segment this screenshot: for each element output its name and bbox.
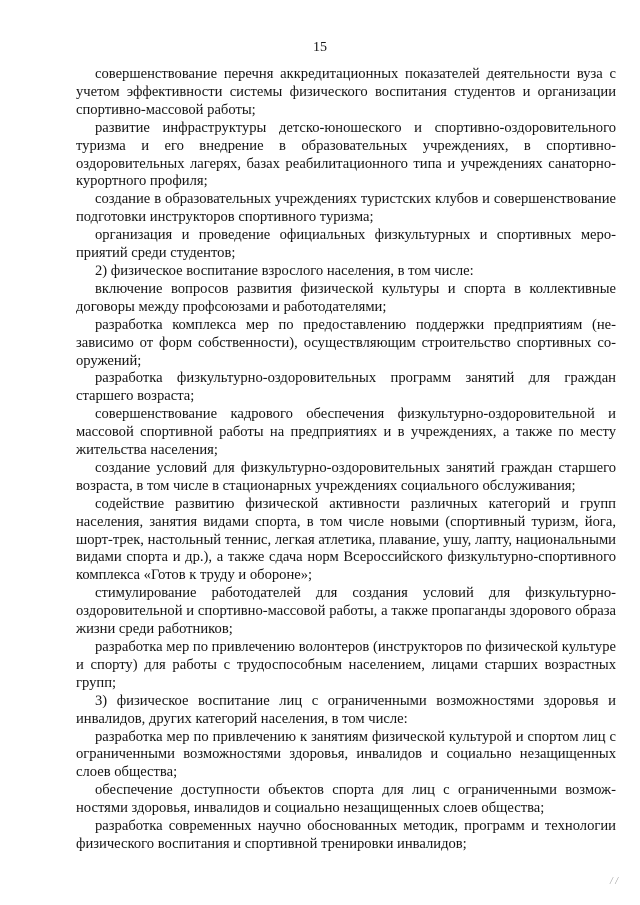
paragraph: содействие развитию физической активности различных категорий и групп населения, занятия видами спорта, в том числе новыми (спортивный туризм, йога, шорт-трек, настольный теннис, легкая атлетика, плавание, ушу, лапту, национальными видами спорта и др.), а также сдача норм Всероссийского физкультурно-спортивного комплекса «Готов к труду и обороне»; bbox=[76, 495, 616, 584]
paragraph: разработка физкультурно-оздоровительных программ занятий для граждан старшего возраста; bbox=[76, 370, 616, 405]
corner-mark: / / bbox=[609, 876, 618, 887]
paragraph: стимулирование работодателей для создания условий для физкультурно-оздоровительной и спортивно-массовой работы, а также пропаганды здорового образа жизни среди работников; bbox=[76, 585, 616, 638]
paragraph: разработка мер по привлечению к занятиям физической культурой и спортом лиц с ограниченными возможностями здоровья, инвалидов и социально незащищенных слоев общества; bbox=[76, 728, 616, 781]
paragraph: совершенствование кадрового обеспечения физкультурно-оздоровительной и массовой спортивной работы на предприятиях и в учреждениях, а также по месту жительства населения; bbox=[76, 406, 616, 459]
paragraph: разработка комплекса мер по предоставлению поддержки предприятиям (независимо от форм собственности), осуществляющим строительство спортивных сооружений; bbox=[76, 316, 616, 369]
paragraph: создание в образовательных учреждениях туристских клубов и совершенствование подготовки инструкторов спортивного туризма; bbox=[76, 191, 616, 226]
paragraph: совершенствование перечня аккредитационных показателей деятельности вуза с учетом эффективности системы физического воспитания студентов и организации спортивно-массовой работы; bbox=[76, 66, 616, 118]
paragraph: создание условий для физкультурно-оздоровительных занятий граждан старшего возраста, в том числе в стационарных учреждениях социального обслуживания; bbox=[76, 459, 616, 494]
page-number: 15 bbox=[313, 40, 327, 55]
document-body bbox=[76, 66, 616, 854]
paragraph: развитие инфраструктуры детско-юношеского и спортивно-оздоровительного туризма и его внедрение в образовательных учреждениях, в спортивно-оздоровительных лагерях, базах реабилитационного типа и учреждениях санаторно-курортного профиля; bbox=[76, 119, 616, 190]
paragraph: разработка современных научно обоснованных методик, программ и технологии физического воспитания и спортивной тренировки инвалидов; bbox=[76, 818, 616, 852]
paragraph: организация и проведение официальных физкультурных и спортивных мероприятий среди студентов; bbox=[76, 227, 616, 262]
paragraph: разработка мер по привлечению волонтеров (инструкторов по физической культуре и спорту) для работы с трудоспособным населением, лицами старших возрастных групп; bbox=[76, 639, 616, 691]
section-heading: 2) физическое воспитание взрослого населения, в том числе: bbox=[95, 262, 474, 279]
section-heading: 3) физическое воспитание лиц с ограниченными возможностями здоровья и инвалидов, других категорий населения, в том числе: bbox=[76, 692, 616, 727]
paragraph: включение вопросов развития физической культуры и спорта в коллективные договоры между профсоюзами и работодателями; bbox=[76, 280, 616, 315]
paragraph: обеспечение доступности объектов спорта для лиц с ограниченными возможностями здоровья, инвалидов и социально незащищенных слоев общества; bbox=[76, 782, 616, 817]
